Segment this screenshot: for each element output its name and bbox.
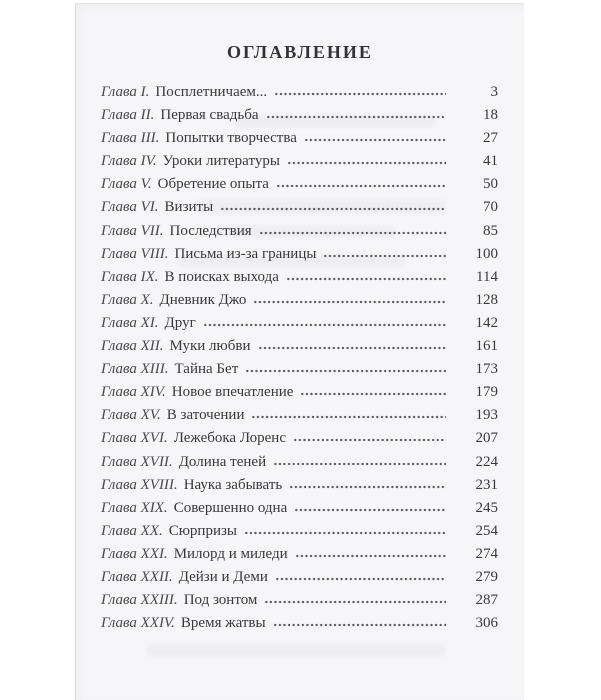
dot-leader xyxy=(259,231,446,235)
chapter-title: Наука забывать xyxy=(183,476,283,493)
chapter-label: Глава XVII. xyxy=(101,453,173,470)
page-number: 193 xyxy=(475,407,498,424)
dot-leader xyxy=(293,438,446,442)
book-page xyxy=(75,3,524,700)
toc-entry xyxy=(101,199,498,222)
dot-leader xyxy=(300,392,446,396)
toc-entry xyxy=(101,176,498,199)
page-number: 85 xyxy=(483,222,498,239)
chapter-label: Глава XIV. xyxy=(101,384,166,401)
toc-entry xyxy=(101,361,498,384)
dot-leader xyxy=(295,554,446,558)
toc-entry xyxy=(101,130,498,153)
chapter-title: В поисках выхода xyxy=(164,268,279,285)
dot-leader xyxy=(323,254,446,258)
dot-leader xyxy=(294,508,446,512)
chapter-title: Дейзи и Деми xyxy=(178,568,268,585)
toc-entry xyxy=(101,292,498,315)
bleed-through-text xyxy=(146,644,446,656)
chapter-title: Новое впечатление xyxy=(171,384,294,401)
toc-entry xyxy=(101,546,498,569)
toc-entry xyxy=(101,384,498,407)
chapter-label: Глава VII. xyxy=(101,222,164,239)
chapter-title: Муки любви xyxy=(169,338,251,355)
chapter-label: Глава X. xyxy=(101,291,154,308)
chapter-label: Глава I. xyxy=(101,84,150,100)
chapter-title: Сюрпризы xyxy=(168,522,237,539)
chapter-label: Глава XI. xyxy=(101,314,159,331)
chapter-title: Обретение опыта xyxy=(157,176,269,193)
toc-entry xyxy=(101,569,498,592)
chapter-title: Милорд и миледи xyxy=(173,545,288,562)
dot-leader xyxy=(266,115,446,119)
toc-entry xyxy=(101,315,498,338)
page-number: 287 xyxy=(475,592,498,609)
chapter-label: Глава XXI. xyxy=(101,545,168,562)
dot-leader xyxy=(276,184,446,188)
chapter-label: Глава XVI. xyxy=(101,430,168,447)
dot-leader xyxy=(274,92,446,96)
page-number: 27 xyxy=(483,130,498,147)
page-number: 3 xyxy=(490,84,498,100)
page-number: 128 xyxy=(475,291,498,308)
chapter-title: Попытки творчества xyxy=(165,130,297,147)
chapter-title: Под зонтом xyxy=(183,592,258,609)
chapter-label: Глава XX. xyxy=(101,522,163,539)
chapter-title: Совершенно одна xyxy=(173,499,288,516)
page-number: 231 xyxy=(475,476,498,493)
chapter-title: Друг xyxy=(164,314,196,331)
chapter-label: Глава XV. xyxy=(101,407,161,424)
toc-entry xyxy=(101,477,498,500)
chapter-label: Глава VIII. xyxy=(101,245,169,262)
dot-leader xyxy=(286,277,446,281)
toc-entry xyxy=(101,615,498,638)
page-number: 173 xyxy=(475,361,498,378)
chapter-title: В заточении xyxy=(166,407,245,424)
dot-leader xyxy=(258,346,447,350)
chapter-title: Последствия xyxy=(169,222,252,239)
page-number: 161 xyxy=(475,338,498,355)
page-number: 274 xyxy=(475,545,498,562)
toc-list xyxy=(101,84,498,638)
chapter-label: Глава IX. xyxy=(101,268,159,285)
dot-leader xyxy=(273,462,446,466)
toc-entry xyxy=(101,454,498,477)
toc-entry xyxy=(101,500,498,523)
chapter-label: Глава XXII. xyxy=(101,568,173,585)
page-number: 179 xyxy=(475,384,498,401)
toc-entry xyxy=(101,338,498,361)
page-title: ОГЛАВЛЕНИЕ xyxy=(227,42,373,62)
page-number: 41 xyxy=(483,153,498,170)
page-number: 18 xyxy=(483,107,498,124)
page-number: 224 xyxy=(475,453,498,470)
chapter-title: Тайна Бет xyxy=(174,361,239,378)
dot-leader xyxy=(275,577,446,581)
chapter-label: Глава XXIII. xyxy=(101,592,178,609)
page-number: 100 xyxy=(475,245,498,262)
dot-leader xyxy=(251,415,446,419)
chapter-label: Глава XXIV. xyxy=(101,615,175,632)
chapter-title: Уроки литературы xyxy=(162,153,280,170)
chapter-label: Глава III. xyxy=(101,130,160,147)
toc-entry xyxy=(101,523,498,546)
toc-entry xyxy=(101,246,498,269)
toc-entry xyxy=(101,223,498,246)
toc-entry xyxy=(101,84,498,107)
toc-entry xyxy=(101,430,498,453)
page-number: 114 xyxy=(476,268,498,285)
dot-leader xyxy=(203,323,446,327)
chapter-label: Глава II. xyxy=(101,107,155,124)
page-number: 70 xyxy=(483,199,498,216)
toc-entry xyxy=(101,269,498,292)
chapter-title: Письма из-за границы xyxy=(174,245,317,262)
chapter-label: Глава XIX. xyxy=(101,499,168,516)
page-number: 279 xyxy=(475,568,498,585)
chapter-label: Глава XIII. xyxy=(101,361,169,378)
chapter-title: Дневник Джо xyxy=(159,291,247,308)
chapter-title: Долина теней xyxy=(178,453,267,470)
dot-leader xyxy=(244,531,446,535)
dot-leader xyxy=(264,600,446,604)
chapter-title: Посплетничаем... xyxy=(155,84,268,100)
toc-entry xyxy=(101,153,498,176)
chapter-title: Лежебока Лоренс xyxy=(173,430,286,447)
page-number: 254 xyxy=(475,522,498,539)
chapter-label: Глава XVIII. xyxy=(101,476,178,493)
chapter-label: Глава XII. xyxy=(101,338,164,355)
chapter-label: Глава V. xyxy=(101,176,152,193)
page-number: 245 xyxy=(475,499,498,516)
toc-entry xyxy=(101,407,498,430)
page-number: 306 xyxy=(475,615,498,632)
dot-leader xyxy=(253,300,446,304)
page-number: 207 xyxy=(475,430,498,447)
chapter-label: Глава VI. xyxy=(101,199,159,216)
dot-leader xyxy=(245,369,446,373)
dot-leader xyxy=(220,207,446,211)
chapter-label: Глава IV. xyxy=(101,153,157,170)
toc-entry xyxy=(101,592,498,615)
page-number: 142 xyxy=(475,314,498,331)
chapter-title: Время жатвы xyxy=(180,615,266,632)
page-number: 50 xyxy=(483,176,498,193)
dot-leader xyxy=(273,623,446,627)
toc-entry xyxy=(101,107,498,130)
dot-leader xyxy=(304,138,446,142)
chapter-title: Визиты xyxy=(164,199,214,216)
dot-leader xyxy=(289,485,446,489)
chapter-title: Первая свадьба xyxy=(160,107,259,124)
dot-leader xyxy=(287,161,446,165)
